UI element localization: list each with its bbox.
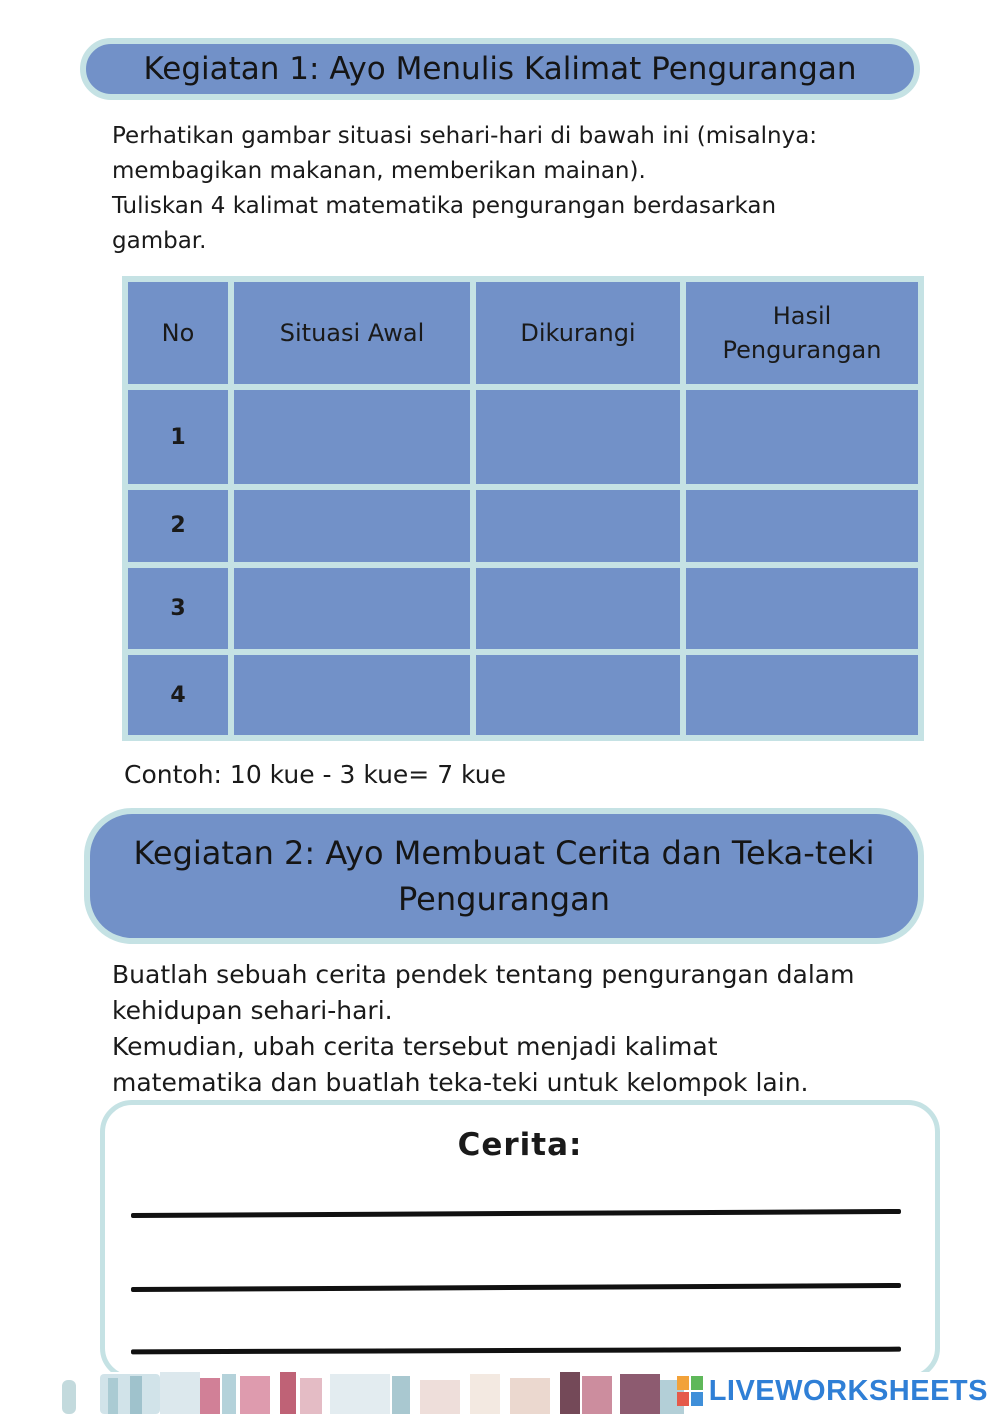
activity2-title-line2: Pengurangan <box>398 880 610 918</box>
hasil-cell[interactable] <box>686 390 918 484</box>
row-number: 2 <box>128 490 228 562</box>
table-row <box>128 655 918 735</box>
header-hasil-line1: Hasil <box>772 302 832 331</box>
activity1-instructions <box>112 119 817 259</box>
situasi-awal-cell[interactable] <box>234 568 470 650</box>
header-hasil-line2: Pengurangan <box>722 336 882 365</box>
header-situasi-awal: Situasi Awal <box>234 282 470 384</box>
instruction-line: Kemudian, ubah cerita tersebut menjadi kalimat <box>112 1032 718 1061</box>
story-writing-line[interactable] <box>131 1347 901 1355</box>
liveworksheets-logo-icon <box>677 1376 703 1406</box>
activity1-title: Kegiatan 1: Ayo Menulis Kalimat Pengurangan <box>143 51 857 87</box>
activity2-instructions <box>112 957 854 1101</box>
situasi-awal-cell[interactable] <box>234 655 470 735</box>
dikurangi-cell[interactable] <box>476 568 680 650</box>
instruction-line: Perhatikan gambar situasi sehari-hari di bawah ini (misalnya: <box>112 123 818 149</box>
story-box <box>100 1100 940 1380</box>
activity1-title-banner <box>80 38 920 100</box>
instruction-line: kehidupan sehari-hari. <box>112 996 393 1025</box>
hasil-cell[interactable] <box>686 490 918 562</box>
instruction-line: Buatlah sebuah cerita pendek tentang pengurangan dalam <box>112 960 855 989</box>
dikurangi-cell[interactable] <box>476 390 680 484</box>
hasil-cell[interactable] <box>686 568 918 650</box>
activity2-title-line1: Kegiatan 2: Ayo Membuat Cerita dan Teka-teki <box>133 834 875 872</box>
dikurangi-cell[interactable] <box>476 655 680 735</box>
table-row <box>128 390 918 484</box>
brand-name: LIVEWORKSHEETS <box>708 1374 988 1407</box>
story-writing-line[interactable] <box>131 1209 901 1218</box>
row-number: 3 <box>128 568 228 650</box>
instruction-line: gambar. <box>112 228 207 254</box>
story-label: Cerita: <box>457 1127 583 1163</box>
brand-logo[interactable] <box>677 1372 988 1410</box>
header-hasil-pengurangan <box>686 282 918 384</box>
table-row <box>128 490 918 562</box>
story-writing-line[interactable] <box>131 1283 901 1292</box>
header-no: No <box>128 282 228 384</box>
instruction-line: Tuliskan 4 kalimat matematika pengurangan berdasarkan <box>112 193 777 219</box>
example-sentence: Contoh: 10 kue - 3 kue= 7 kue <box>124 760 506 789</box>
header-dikurangi: Dikurangi <box>476 282 680 384</box>
dikurangi-cell[interactable] <box>476 490 680 562</box>
hasil-cell[interactable] <box>686 655 918 735</box>
table-header-row <box>128 282 918 384</box>
situasi-awal-cell[interactable] <box>234 490 470 562</box>
instruction-line: membagikan makanan, memberikan mainan). <box>112 158 646 184</box>
instruction-line: matematika dan buatlah teka-teki untuk kelompok lain. <box>112 1068 809 1097</box>
row-number: 4 <box>128 655 228 735</box>
activity2-title-banner <box>84 808 924 944</box>
subtraction-table <box>122 276 924 741</box>
situasi-awal-cell[interactable] <box>234 390 470 484</box>
table-row <box>128 568 918 650</box>
row-number: 1 <box>128 390 228 484</box>
